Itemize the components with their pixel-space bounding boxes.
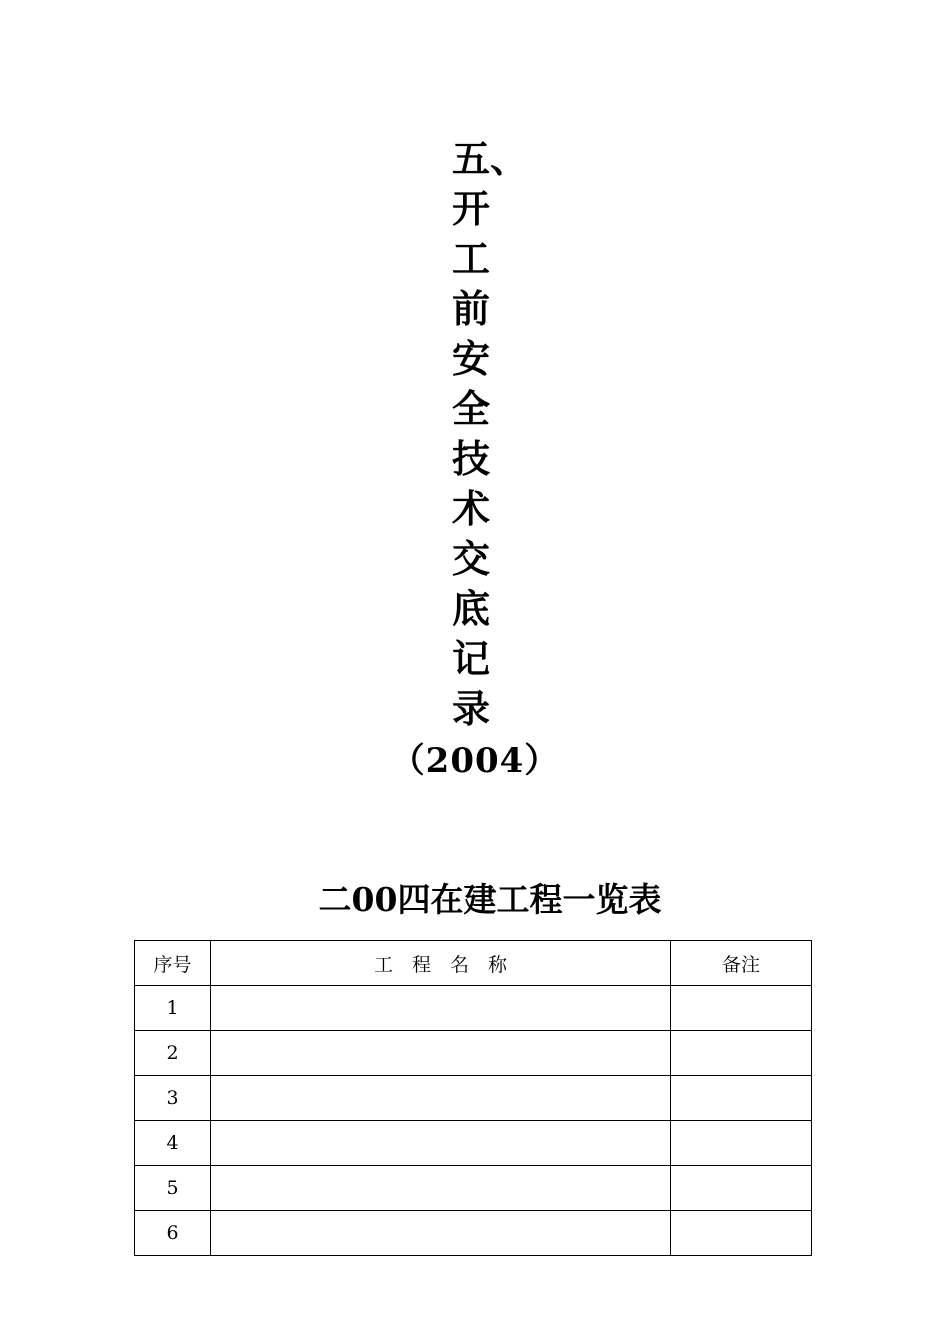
table-row xyxy=(135,1211,812,1256)
cell-remark xyxy=(671,1166,812,1211)
title-char: 五、 xyxy=(452,136,529,181)
cell-seq: 3 xyxy=(135,1076,211,1121)
title-char: 底 xyxy=(452,586,491,631)
title-char: 全 xyxy=(452,386,491,431)
cell-project-name xyxy=(211,1211,671,1256)
title-char: 开 xyxy=(452,186,491,231)
title-char: 交 xyxy=(452,536,491,581)
cell-seq: 6 xyxy=(135,1211,211,1256)
title-char: 前 xyxy=(452,286,491,331)
header-seq: 序号 xyxy=(135,941,211,986)
project-overview-table xyxy=(134,940,812,1256)
cell-seq: 4 xyxy=(135,1121,211,1166)
title-char: 记 xyxy=(452,636,491,681)
title-char: 技 xyxy=(452,436,491,481)
cell-project-name xyxy=(211,1031,671,1076)
header-project-name: 工 程 名 称 xyxy=(211,941,671,986)
table-row xyxy=(135,1166,812,1211)
cell-seq: 1 xyxy=(135,986,211,1031)
table-header-row xyxy=(135,941,812,986)
cell-project-name xyxy=(211,1076,671,1121)
cell-remark xyxy=(671,1076,812,1121)
title-char: 工 xyxy=(452,236,491,281)
table-row xyxy=(135,986,812,1031)
table-row xyxy=(135,1121,812,1166)
cell-remark xyxy=(671,1031,812,1076)
cell-seq: 5 xyxy=(135,1166,211,1211)
table-title: 二00四在建工程一览表 xyxy=(318,880,662,919)
title-char: 录 xyxy=(452,686,491,731)
cell-remark xyxy=(671,1121,812,1166)
table-row xyxy=(135,1031,812,1076)
header-remark: 备注 xyxy=(671,941,812,986)
cell-remark xyxy=(671,1211,812,1256)
title-char: 术 xyxy=(452,486,491,531)
cell-project-name xyxy=(211,1166,671,1211)
table-row xyxy=(135,1076,812,1121)
cell-remark xyxy=(671,986,812,1031)
title-char: 安 xyxy=(452,336,491,381)
cell-seq: 2 xyxy=(135,1031,211,1076)
cell-project-name xyxy=(211,986,671,1031)
title-year: （2004） xyxy=(390,741,560,781)
cell-project-name xyxy=(211,1121,671,1166)
